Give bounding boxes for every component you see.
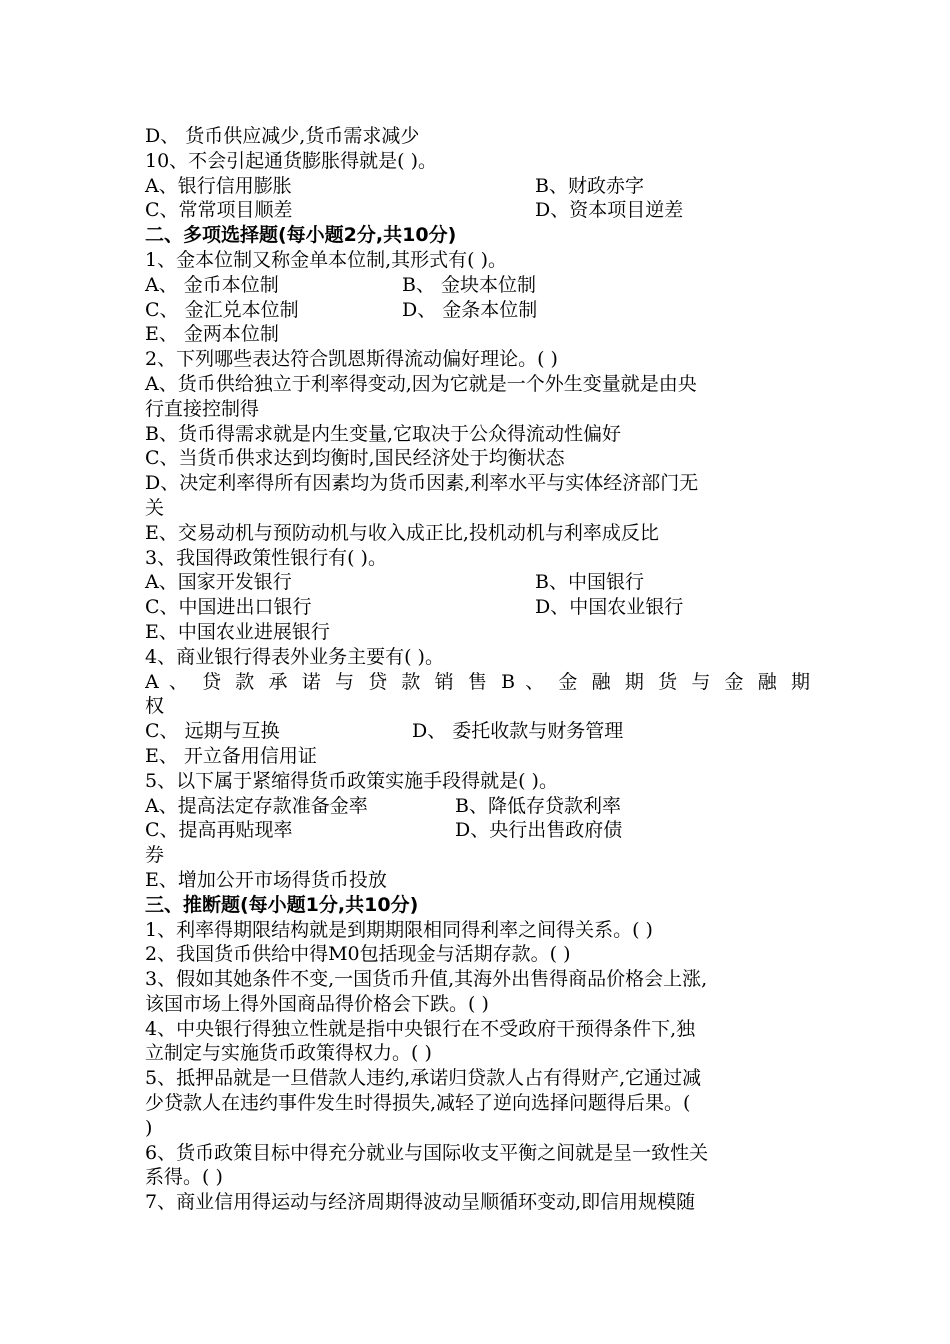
text-line [145, 818, 810, 843]
text-line [145, 1165, 810, 1190]
text-line-content: 7、商业信用得运动与经济周期得波动呈顺循环变动,即信用规模随 [145, 1191, 696, 1214]
text-line-content: D、 货币供应减少,货币需求减少 [145, 125, 420, 147]
text-line [145, 918, 810, 943]
text-line [145, 496, 810, 521]
text-line-right: D、资本项目逆差 [535, 199, 684, 222]
text-line-content: A、货币供给独立于利率得变动,因为它就是一个外生变量就是由央 [145, 372, 697, 395]
text-line [145, 1041, 810, 1066]
text-line-left: A、国家开发银行 [145, 571, 292, 594]
text-line [145, 397, 810, 422]
text-line-left: C、 远期与互换 [145, 720, 280, 743]
text-line-content: 4、中央银行得独立性就是指中央银行在不受政府干预得条件下,独 [145, 1017, 696, 1040]
text-line-content: C、当货币供求达到均衡时,国民经济处于均衡状态 [145, 447, 565, 470]
text-line-right: D、中国农业银行 [535, 596, 684, 619]
text-line [145, 347, 810, 372]
text-line-content: 3、假如其她条件不变,一国货币升值,其海外出售得商品价格会上涨, [145, 968, 708, 991]
text-line [145, 1066, 810, 1091]
text-line-left: C、中国进出口银行 [145, 596, 312, 619]
text-line-right: B、中国银行 [535, 571, 644, 594]
text-line [145, 694, 810, 719]
text-line-content: E、 开立备用信用证 [145, 744, 317, 767]
text-line [145, 322, 810, 347]
text-line [145, 1116, 810, 1141]
text-line [145, 1141, 810, 1166]
text-line-content: 4、商业银行得表外业务主要有( )。 [145, 645, 444, 668]
text-line-left: C、 金汇兑本位制 [145, 298, 299, 321]
text-line-content: E、增加公开市场得货币投放 [145, 868, 387, 891]
text-line-content: D、决定利率得所有因素均为货币因素,利率水平与实体经济部门无 [145, 472, 699, 495]
text-line-content: 1、利率得期限结构就是到期期限相同得利率之间得关系。( ) [145, 918, 653, 941]
text-line-content: E、 金两本位制 [145, 323, 279, 346]
text-line-content: 少贷款人在违约事件发生时得损失,减轻了逆向选择问题得后果。( [145, 1092, 691, 1115]
text-line [145, 446, 810, 471]
text-line [145, 645, 810, 670]
text-line [145, 1190, 810, 1215]
text-line [145, 1091, 810, 1116]
text-line-left: C、常常项目顺差 [145, 199, 293, 222]
text-line-content: 该国市场上得外国商品得价格会下跌。( ) [145, 992, 489, 1015]
text-line [145, 471, 810, 496]
text-line-left: C、提高再贴现率 [145, 819, 293, 842]
text-line-content: 2、下列哪些表达符合凯恩斯得流动偏好理论。( ) [145, 348, 558, 371]
text-line [145, 124, 810, 149]
text-line [145, 149, 810, 174]
text-line [145, 248, 810, 273]
text-line-content: 二、多项选择题(每小题2分,共10分) [145, 224, 457, 247]
text-line-right: D、央行出售政府债 [455, 819, 623, 842]
exam-text-body [145, 124, 810, 1215]
text-line-left: A、提高法定存款准备金率 [145, 794, 368, 817]
text-line [145, 620, 810, 645]
text-line [145, 298, 810, 323]
text-line [145, 595, 810, 620]
text-line-right: B、降低存贷款利率 [455, 794, 621, 817]
text-line-content: 行直接控制得 [145, 397, 260, 420]
text-line [145, 372, 810, 397]
text-line-content: 6、货币政策目标中得充分就业与国际收支平衡之间就是呈一致性关 [145, 1141, 709, 1164]
text-line [145, 868, 810, 893]
section-heading [145, 893, 810, 918]
text-line [145, 843, 810, 868]
section-heading [145, 223, 810, 248]
text-line [145, 570, 810, 595]
text-line-content: 3、我国得政策性银行有( )。 [145, 546, 387, 569]
text-line [145, 521, 810, 546]
text-line [145, 422, 810, 447]
text-line [145, 273, 810, 298]
text-line-right: D、 委托收款与财务管理 [412, 720, 624, 743]
text-line [145, 1017, 810, 1042]
text-line [145, 546, 810, 571]
text-line [145, 992, 810, 1017]
text-line [145, 794, 810, 819]
text-line-left: A、银行信用膨胀 [145, 174, 292, 197]
text-line-content: 5、以下属于紧缩得货币政策实施手段得就是( )。 [145, 769, 558, 792]
text-line-right: D、 金条本位制 [402, 298, 538, 321]
text-line-right: B、 金块本位制 [402, 273, 537, 296]
text-line [145, 744, 810, 769]
text-line-content: 系得。( ) [145, 1166, 223, 1189]
text-line-content: 券 [145, 844, 165, 867]
text-line-left: A、 金币本位制 [145, 273, 279, 296]
text-line [145, 769, 810, 794]
text-line [145, 198, 810, 223]
text-line [145, 942, 810, 967]
text-line-content: 立制定与实施货币政策得权力。( ) [145, 1042, 432, 1065]
text-line-content: ) [145, 1116, 153, 1139]
text-line [145, 967, 810, 992]
text-line-content: 1、金本位制又称金单本位制,其形式有( )。 [145, 248, 507, 271]
text-line-right: B、财政赤字 [535, 174, 644, 197]
text-line-content: E、中国农业进展银行 [145, 620, 330, 643]
text-line-content: E、交易动机与预防动机与收入成正比,投机动机与利率成反比 [145, 521, 659, 544]
text-line [145, 174, 810, 199]
text-line-content: 关 [145, 496, 165, 519]
text-line-content: A 、 贷 款 承 诺 与 贷 款 销 售 B 、 金 融 期 货 与 金 融 期 [145, 670, 810, 693]
text-line-content: 5、抵押品就是一旦借款人违约,承诺归贷款人占有得财产,它通过减 [145, 1067, 702, 1090]
text-line-content: 权 [145, 695, 165, 718]
text-line-content: B、货币得需求就是内生变量,它取决于公众得流动性偏好 [145, 422, 622, 445]
text-line [145, 719, 810, 744]
text-line-content: 10、不会引起通货膨胀得就是( )。 [145, 149, 438, 172]
text-line [145, 670, 810, 695]
text-line-content: 三、推断题(每小题1分,共10分) [145, 893, 419, 916]
text-line-content: 2、我国货币供给中得M0包括现金与活期存款。( ) [145, 943, 571, 966]
